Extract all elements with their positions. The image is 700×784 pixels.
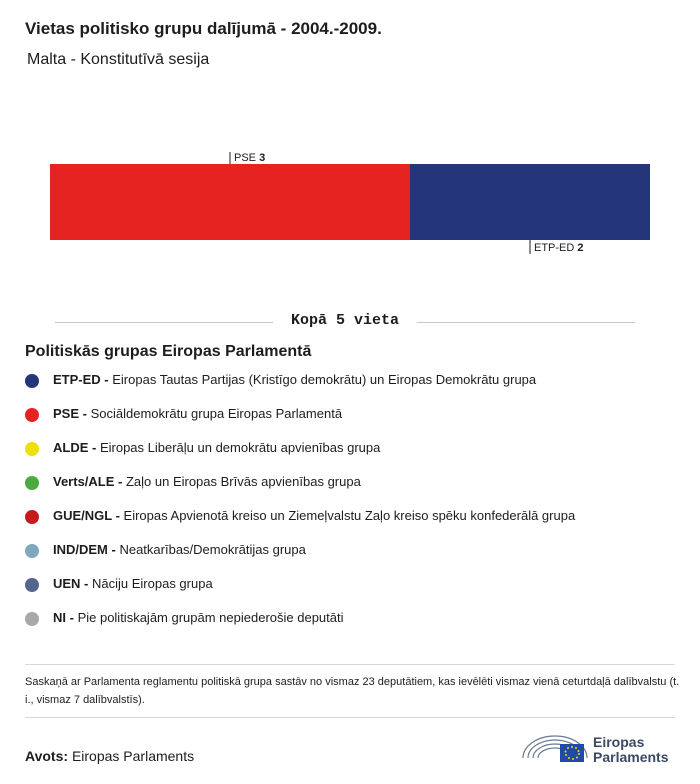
european-parliament-logo-icon	[520, 728, 590, 768]
legend-description: Eiropas Liberāļu un demokrātu apvienības grupa	[99, 440, 381, 455]
legend-color-dot-icon	[25, 476, 39, 490]
bar-label-etp-ed: ETP-ED 2	[534, 242, 584, 254]
legend-color-dot-icon	[25, 612, 39, 626]
legend-description: Sociāldemokrātu grupa Eiropas Parlamentā	[90, 406, 343, 421]
legend-description: Eiropas Tautas Partijas (Kristīgo demokrātu) un Eiropas Demokrātu grupa	[112, 372, 537, 387]
legend-color-dot-icon	[25, 510, 39, 524]
legend-color-dot-icon	[25, 544, 39, 558]
total-seats-label: Kopā 5 vieta	[281, 312, 409, 329]
legend-abbr: PSE -	[53, 406, 91, 421]
legend-color-dot-icon	[25, 408, 39, 422]
legend-description: Zaļo un Eiropas Brīvās apvienības grupa	[125, 474, 361, 489]
legend-abbr: GUE/NGL -	[53, 508, 124, 523]
legend-abbr: NI -	[53, 610, 78, 625]
seat-distribution-chart	[0, 140, 700, 260]
legend-abbr: ALDE -	[53, 440, 100, 455]
legend-title: Politiskās grupas Eiropas Parlamentā	[25, 343, 312, 360]
source-value: Eiropas Parlaments	[71, 748, 195, 764]
total-seats-row	[55, 312, 635, 332]
legend-color-dot-icon	[25, 578, 39, 592]
legend-abbr: Verts/ALE -	[53, 474, 126, 489]
legend-abbr: ETP-ED -	[53, 372, 113, 387]
legend-abbr: IND/DEM -	[53, 542, 120, 557]
logo-text-line2: Parlaments	[593, 749, 669, 765]
footnote: Saskaņā ar Parlamenta reglamentu politiskā grupa sastāv no vismaz 23 deputātiem, kas ievēlēti vismaz vienā ceturtdaļā dalībvalstu (t. i., vismaz 7 dalībvalstīs).	[25, 676, 680, 706]
chart-title: Vietas politisko grupu dalījumā - 2004.-2009.	[25, 19, 382, 38]
legend-description: Eiropas Apvienotā kreiso un Ziemeļvalstu Zaļo kreiso spēku konfederālā grupa	[123, 508, 576, 523]
divider	[25, 664, 675, 665]
legend-description: Pie politiskajām grupām nepiederošie deputāti	[77, 610, 344, 625]
chart-subtitle: Malta - Konstitutīvā sesija	[27, 51, 210, 68]
legend-color-dot-icon	[25, 374, 39, 388]
logo-text-line1: Eiropas	[593, 734, 645, 750]
bar-segment-etp-ed	[410, 164, 650, 240]
source-label: Avots:	[25, 748, 69, 764]
source-line	[25, 748, 194, 764]
bar-label-pse: PSE 3	[234, 152, 266, 164]
divider	[25, 717, 675, 718]
european-parliament-logo	[520, 728, 680, 768]
legend-abbr: UEN -	[53, 576, 92, 591]
legend-color-dot-icon	[25, 442, 39, 456]
legend-description: Neatkarības/Demokrātijas grupa	[119, 542, 306, 557]
legend-description: Nāciju Eiropas grupa	[92, 576, 213, 591]
bar-segment-pse	[50, 164, 410, 240]
